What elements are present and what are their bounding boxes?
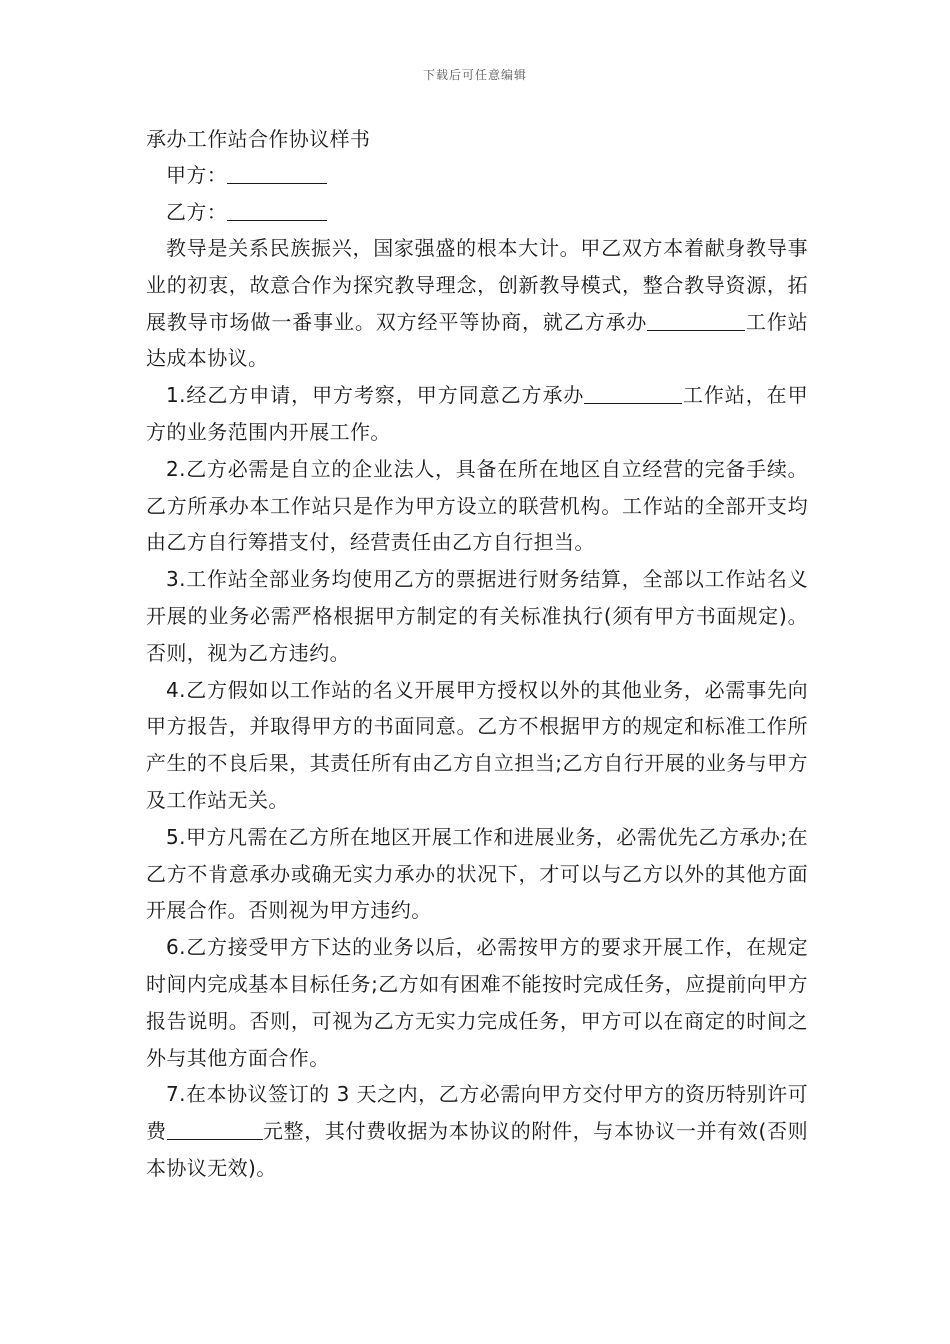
clause-2: 2.乙方必需是自立的企业法人，具备在所在地区自立经营的完备手续。乙方所承办本工作站只是作为甲方设立的联营机构。工作站的全部开支均由乙方自行筹措支付，经营责任由乙方自行担当。 [146,456,808,555]
header-note: 下载后可任意编辑 [422,68,527,82]
party-a-label: 甲方： [166,163,228,187]
station-name-blank [647,308,745,331]
clause-3: 3.工作站全部业务均使用乙方的票据进行财务结算，全部以工作站名义开展的业务必需严格根据甲方制定的有关标准执行(须有甲方书面规定)。否则，视为乙方违约。 [146,567,808,665]
clause-7-fee-blank [167,1117,263,1140]
intro-text-before: 教导是关系民族振兴，国家强盛的根本大计。甲乙双方本着献身教导事业的初衷，故意合作为探究教导理念，创新教导模式，整合教导资源，拓展教导市场做一番事业。双方经平等协商，就乙方承办 [146,236,808,334]
clause-7-after: 元整，其付费收据为本协议的附件，与本协议一并有效(否则本协议无效)。 [146,1119,808,1180]
clause-1 [146,377,808,451]
party-b-label: 乙方： [166,199,228,224]
intro-paragraph [146,230,808,377]
party-b-line [146,194,808,231]
clause-1-blank [584,381,682,404]
party-b-blank [227,198,327,221]
document-title: 承办工作站合作协议样书 [146,127,371,151]
document-body [146,121,808,1187]
clause-7 [146,1076,808,1186]
clause-1-before: 1.经乙方申请，甲方考察，甲方同意乙方承办 [166,383,585,408]
clause-4: 4.乙方假如以工作站的名义开展甲方授权以外的其他业务，必需事先向甲方报告，并取得甲方的书面同意。乙方不根据甲方的规定和标准工作所产生的不良后果，其责任所有由乙方自立担当;乙方自行开展的业务与甲方及工作站无关。 [146,677,808,812]
clause-6: 6.乙方接受甲方下达的业务以后，必需按甲方的要求开展工作，在规定时间内完成基本目标任务;乙方如有困难不能按时完成任务，应提前向甲方报告说明。否则，可视为乙方无实力完成任务，甲方可以在商定的时间之外与其他方面合作。 [146,935,808,1070]
clause-7-before: 7.在本协议签订的 3 天之内，乙方必需向甲方交付甲方的资历特别许可费 [146,1082,808,1144]
intro-text-after: 工作站达成本协议。 [146,309,808,371]
party-a-line [146,157,808,194]
party-a-blank [227,161,327,184]
clause-5: 5.甲方凡需在乙方所在地区开展工作和进展业务，必需优先乙方承办;在乙方不肯意承办或确无实力承办的状况下，才可以与乙方以外的其他方面开展合作。否则视为甲方违约。 [146,824,808,923]
clause-1-after: 工作站，在甲方的业务范围内开展工作。 [146,383,808,444]
